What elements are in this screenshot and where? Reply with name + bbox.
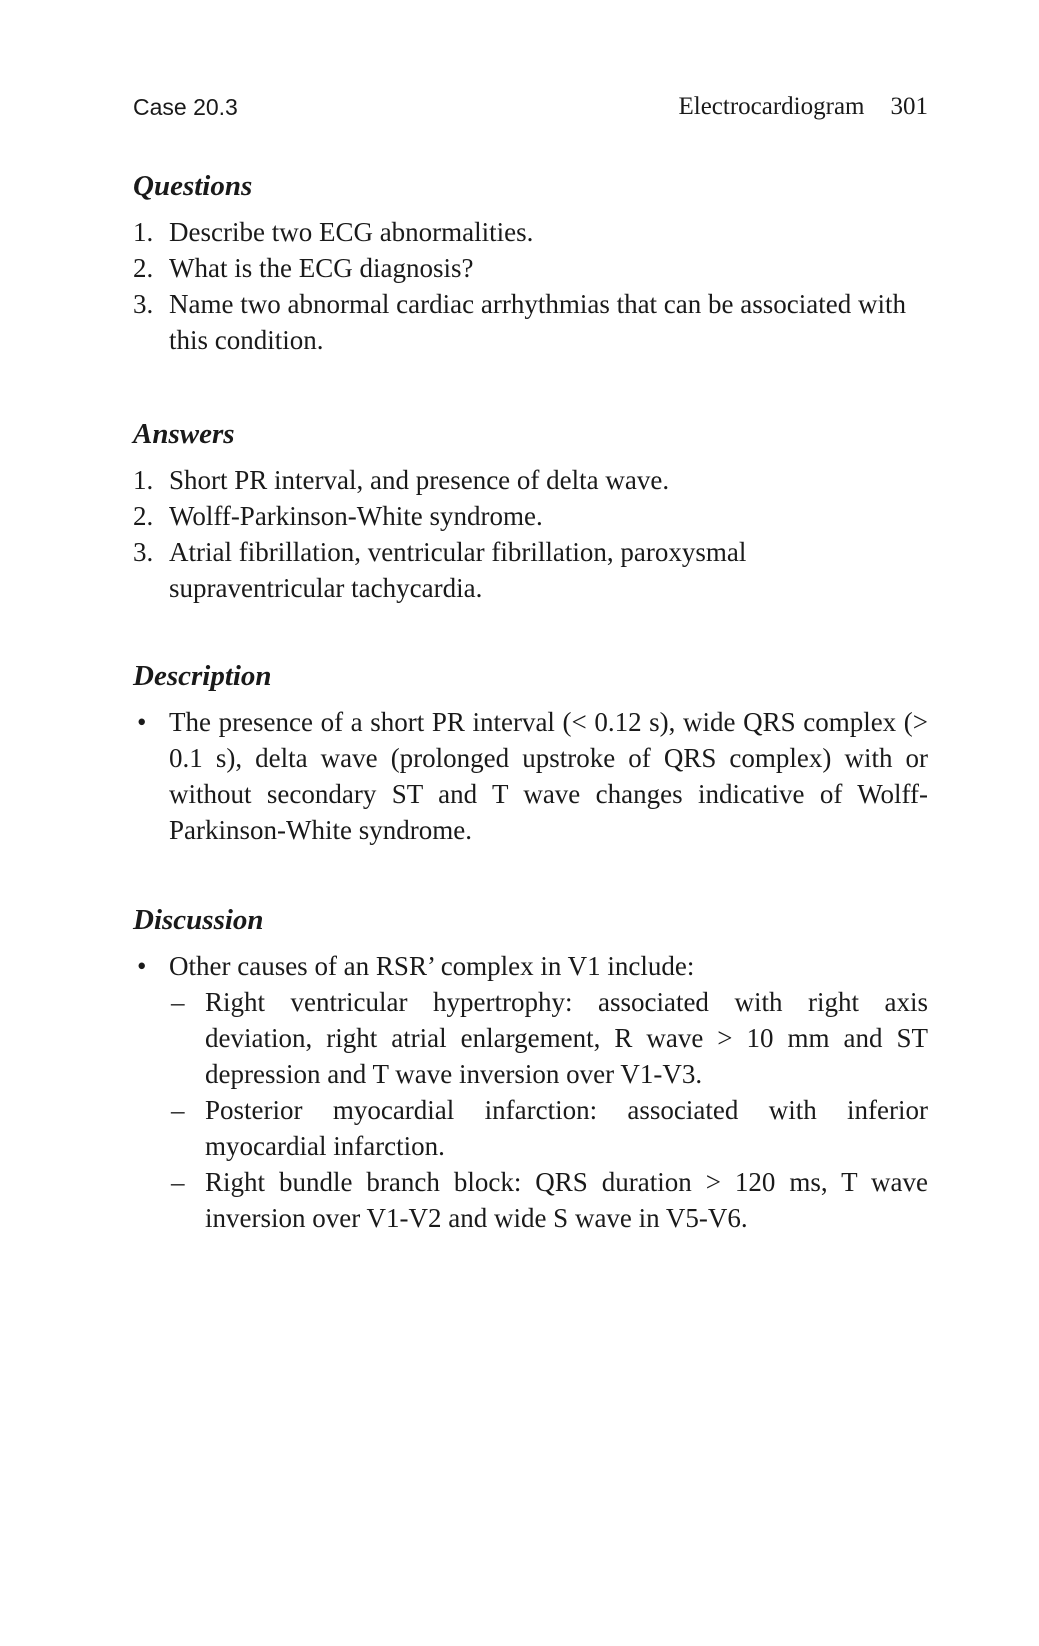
list-item: [133, 214, 928, 250]
item-number: 1.: [133, 465, 154, 495]
case-label: Case 20.3: [133, 94, 238, 120]
discussion-section: [133, 902, 928, 1236]
bullet-icon: •: [137, 707, 147, 737]
page-number: 301: [890, 93, 928, 120]
item-text: What is the ECG diagnosis?: [169, 253, 474, 283]
sublist-item: [169, 1092, 928, 1164]
description-section: [133, 658, 928, 848]
dash-icon: –: [171, 1167, 185, 1197]
item-number: 3.: [133, 537, 154, 567]
answers-list: [133, 462, 928, 606]
list-item: [133, 704, 928, 848]
item-text: Other causes of an RSR’ complex in V1 include:: [169, 951, 695, 981]
answers-heading: Answers: [133, 418, 235, 450]
sublist-item: [169, 984, 928, 1092]
chapter-title: Electrocardiogram: [678, 93, 865, 120]
description-heading: Description: [133, 660, 272, 692]
answers-section: [133, 416, 928, 606]
questions-list: [133, 214, 928, 358]
list-item: [133, 948, 928, 1236]
chapter-and-page: [678, 92, 928, 122]
discussion-list: [133, 948, 928, 1236]
list-item: [133, 250, 928, 286]
list-item: [133, 498, 928, 534]
item-text: Right ventricular hypertrophy: associated with right axis deviation, right atrial enlargement, R wave > 10 mm and ST depression and T wave inversion over V1-V3.: [205, 987, 928, 1089]
item-text: The presence of a short PR interval (< 0.12 s), wide QRS complex (> 0.1 s), delta wave (prolonged upstroke of QRS complex) with or without secondary ST and T wave changes indicative of Wolff-Parkinson-White syndrome.: [169, 707, 928, 845]
discussion-sublist: [169, 984, 928, 1236]
list-item: [133, 462, 928, 498]
item-number: 2.: [133, 501, 154, 531]
sublist-item: [169, 1164, 928, 1236]
description-list: [133, 704, 928, 848]
item-text: Right bundle branch block: QRS duration > 120 ms, T wave inversion over V1-V2 and wide S wave in V5-V6.: [205, 1167, 928, 1233]
dash-icon: –: [171, 1095, 185, 1125]
item-number: 2.: [133, 253, 154, 283]
item-text: Posterior myocardial infarction: associated with inferior myocardial infarction.: [205, 1095, 928, 1161]
item-number: 1.: [133, 217, 154, 247]
item-text: Describe two ECG abnormalities.: [169, 217, 534, 247]
list-item: [133, 534, 928, 606]
list-item: [133, 286, 928, 358]
questions-heading: Questions: [133, 170, 253, 202]
discussion-heading: Discussion: [133, 904, 264, 936]
dash-icon: –: [171, 987, 185, 1017]
item-text: Atrial fibrillation, ventricular fibrillation, paroxysmal supraventricular tachycardia.: [169, 537, 747, 603]
item-text: Name two abnormal cardiac arrhythmias that can be associated with this condition.: [169, 289, 906, 355]
item-number: 3.: [133, 289, 154, 319]
item-text: Wolff-Parkinson-White syndrome.: [169, 501, 543, 531]
bullet-icon: •: [137, 951, 147, 981]
questions-section: [133, 168, 928, 358]
item-text: Short PR interval, and presence of delta wave.: [169, 465, 670, 495]
